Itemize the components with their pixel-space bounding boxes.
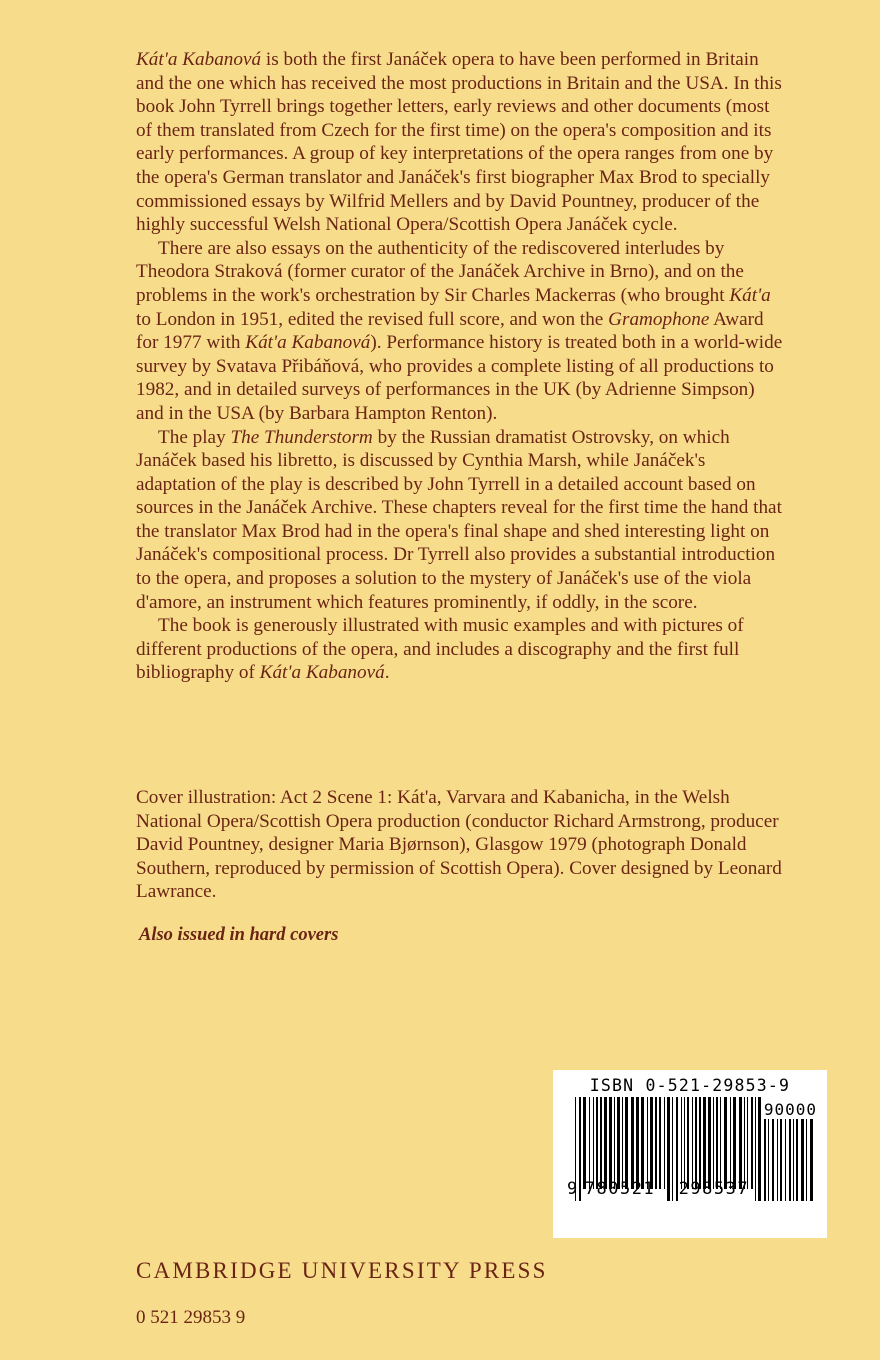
blurb-p4-a: The book is generously illustrated with music examples and with pictures of different productions of the opera, and includes a discography and the first full bibliography of (136, 615, 744, 684)
blurb-p2-italic-1: Kát'a (729, 284, 771, 306)
blurb-p3-b: by the Russian dramatist Ostrovsky, on which Janáček based his libretto, is discussed by Cynthia Marsh, while Janáček's adaptation of the play is described by John Tyrrell in a detailed account based on sources in the Janáček Archive. These chapters reveal for the first time the hand that the translator Max Brod had in the opera's final shape and shed interesting light on Janáček's compositional process. Dr Tyrrell also provides a substantial introduction to the opera, and proposes a solution to the mystery of Janáček's use of the viola d'amore, an instrument which features prominently, if oddly, in the score. (136, 426, 782, 613)
publisher-name: CAMBRIDGE UNIVERSITY PRESS (136, 1258, 548, 1283)
blurb-p2-a: There are also essays on the authenticity of the rediscovered interludes by Theodora Straková (former curator of the Janáček Archive in Brno), and on the problems in the work's orchestration by Sir Charles Mackerras (who brought (136, 237, 744, 306)
blurb-paragraph-3 (136, 426, 784, 615)
blurb-paragraph-2 (136, 237, 784, 426)
blurb-paragraph-1-text: is both the first Janáček opera to have been performed in Britain and the one which has received the most productions in Britain and the USA. In this book John Tyrrell brings together letters, early reviews and other documents (most of them translated from Czech for the first time) on the opera's composition and its early performances. A group of key interpretations of the opera ranges from one by the opera's German translator and Janáček's first biographer Max Brod to specially commissioned essays by Wilfrid Mellers and by David Pountney, producer of the highly successful Welsh National Opera/Scottish Opera Janáček cycle. (136, 49, 782, 236)
ean5-addon-digits: 90000 (763, 1100, 817, 1119)
blurb-title-italic: Kát'a Kabanová (136, 49, 262, 70)
blurb-p4-b: . (384, 662, 390, 684)
also-issued-note: Also issued in hard covers (139, 925, 339, 945)
isbn-barcode-label: ISBN 0-521-29853-9 (589, 1076, 791, 1095)
ean13-digits (567, 1179, 777, 1199)
barcode-block (553, 1070, 827, 1238)
blurb-p3-a: The play (158, 426, 231, 448)
blurb-p2-italic-3: Kát'a Kabanová (245, 332, 371, 354)
blurb-paragraph-4 (136, 614, 784, 685)
barcode-bars-row (561, 1097, 819, 1201)
blurb-p4-italic-1: Kát'a Kabanová (259, 662, 385, 684)
ean13-group-2: 298537 (678, 1179, 750, 1199)
isbn-plain-text: 0 521 29853 9 (136, 1307, 246, 1328)
blurb-p2-c: Award for 1977 with (136, 308, 764, 354)
blurb-p2-b: to London in 1951, edited the revised full score, and won the (136, 308, 609, 330)
blurb-p2-d: ). Performance history is treated both in a world-wide survey by Svatava Přibáňová, who provides a complete listing of all productions to 1982, and in detailed surveys of performances in the UK (by Adrienne Simpson) and in the USA (by Barbara Hampton Renton). (136, 332, 783, 424)
ean13-group-1: 780521 (584, 1179, 656, 1199)
blurb-p2-italic-2: Gramophone (608, 308, 710, 330)
blurb-text-block (136, 48, 784, 685)
ean13-left-digit: 9 (567, 1179, 579, 1199)
blurb-paragraph-1 (136, 48, 784, 237)
cover-illustration-credit: Cover illustration: Act 2 Scene 1: Kát'a, Varvara and Kabanicha, in the Welsh National Opera/Scottish Opera production (conductor Richard Armstrong, producer David Pountney, designer Maria Bjørnson), Glasgow 1979 (photograph Donald Southern, reproduced by permission of Scottish Opera). Cover designed by Leonard Lawrance. (136, 787, 782, 903)
blurb-p3-italic-1: The Thunderstorm (230, 426, 373, 448)
